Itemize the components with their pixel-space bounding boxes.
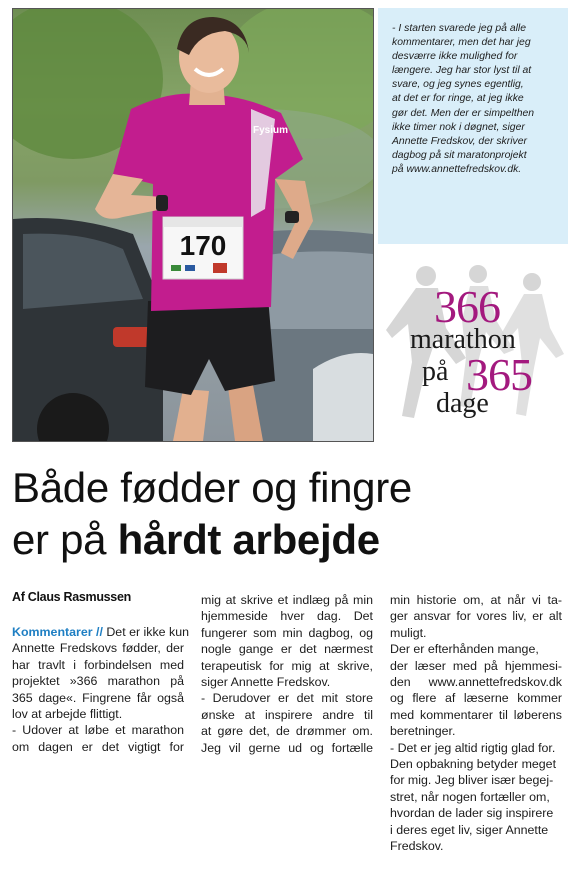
body-line: at gøre det, de drømmer om. xyxy=(201,724,373,739)
pull-quote-box xyxy=(378,8,568,244)
pull-quote-line: Annette Fredskov, der skriver xyxy=(392,135,527,147)
body-column-2 xyxy=(201,592,373,756)
body-line: terapeutisk for mig at skrive, xyxy=(201,658,373,673)
body-line: mig at skrive et indlæg på min xyxy=(201,593,373,607)
body-line: der læser med på hjemmesi- xyxy=(390,658,562,673)
project-logo xyxy=(386,258,566,438)
pull-quote-line: gør det. Men der er simpelthen xyxy=(392,107,535,119)
pull-quote-line: - I starten svarede jeg på alle xyxy=(392,23,526,34)
body-line: beretninger. xyxy=(390,724,456,739)
headline-regular: er på xyxy=(12,516,118,563)
headline-line-1: Både fødder og fingre xyxy=(12,464,412,511)
body-line: har travlt i forbindelsen med xyxy=(12,657,184,672)
logo-number-366: 366 xyxy=(434,281,500,332)
body-line: muligt. xyxy=(390,625,427,640)
pull-quote-line: på www.annettefredskov.dk. xyxy=(392,163,522,175)
body-line: fungerer som min dagbog, og xyxy=(201,625,373,640)
kicker-label: Kommentarer // xyxy=(12,625,103,639)
body-line: hjemmeside hver dag. Det xyxy=(201,609,373,624)
body-line: Den opbakning betyder meget xyxy=(390,757,557,772)
pull-quote-line: ikke timer nok i døgnet, siger xyxy=(392,121,525,133)
body-line: ønske at inspirere andre til xyxy=(201,707,373,722)
body-line: og flere af læserne kommer xyxy=(390,691,562,706)
body-line: lov at arbejde flittigt. xyxy=(12,707,123,722)
body-line: i deres eget liv, siger Annette xyxy=(390,822,549,837)
body-line: Jeg vil gerne ud og fortælle xyxy=(201,740,373,755)
headline-bold: hårdt arbejde xyxy=(117,516,380,563)
body-line xyxy=(12,624,189,640)
body-line: for mig. Jeg bliver især begej- xyxy=(390,773,554,788)
body-line: siger Annette Fredskov. xyxy=(201,675,331,690)
body-column-1 xyxy=(12,624,189,755)
body-line: ger ansvar for vores liv, er alt xyxy=(390,609,562,624)
pull-quote-line: kommentarer, men det har jeg xyxy=(392,37,531,49)
logo-number-365: 365 xyxy=(466,349,532,400)
body-line: - Udover at løbe et marathon xyxy=(12,723,184,738)
body-line: med kommentarer til løberens xyxy=(390,707,562,722)
body-line: om dagen er det vigtigt for xyxy=(12,739,184,754)
body-line: den www.annettefredskov.dk xyxy=(390,675,562,690)
pull-quote-line: svare, og jeg synes egentlig, xyxy=(392,79,524,91)
logo-word-pa: på xyxy=(422,356,449,387)
shirt-brand: Fysium xyxy=(253,125,289,136)
pull-quote-line: desværre ikke mulighed for xyxy=(392,51,518,63)
body-line: Fredskov. xyxy=(390,839,444,854)
body-line: min historie om, at når vi ta- xyxy=(390,593,562,607)
pull-quote-line: længere. Jeg har stor lyst til at xyxy=(392,65,532,77)
logo-word-marathon: marathon xyxy=(410,324,516,355)
bib-number: 170 xyxy=(179,230,227,261)
runner-illustration xyxy=(13,9,373,441)
byline: Af Claus Rasmussen xyxy=(12,590,131,604)
body-line: - Det er jeg altid rigtig glad for. xyxy=(390,740,556,755)
logo-word-dage: dage xyxy=(436,388,489,419)
runner-photo xyxy=(12,8,374,442)
body-line: Annette Fredskovs fødder, der xyxy=(12,641,184,656)
pull-quote-line: dagbog på sit maratonprojekt xyxy=(392,149,527,161)
body-column-3 xyxy=(390,592,562,855)
headline-line-2 xyxy=(12,514,568,566)
body-line: Der er efterhånden mange, xyxy=(390,642,539,657)
pull-quote-line: at det er for ringe, at jeg ikke xyxy=(392,93,524,105)
article-headline xyxy=(12,462,568,566)
body-line: - Derudover er det mit store xyxy=(201,691,373,706)
body-line-text: Det er ikke kun xyxy=(102,625,189,639)
body-line: stret, når nogen fortæller om, xyxy=(390,789,550,804)
body-line: hvordan de lader sig inspirere xyxy=(390,806,554,821)
body-line: nogle gange er det nærmest xyxy=(201,642,373,657)
body-line: projektet »366 marathon på xyxy=(12,674,184,689)
body-line: 365 dage«. Fingrene får også xyxy=(12,690,184,705)
